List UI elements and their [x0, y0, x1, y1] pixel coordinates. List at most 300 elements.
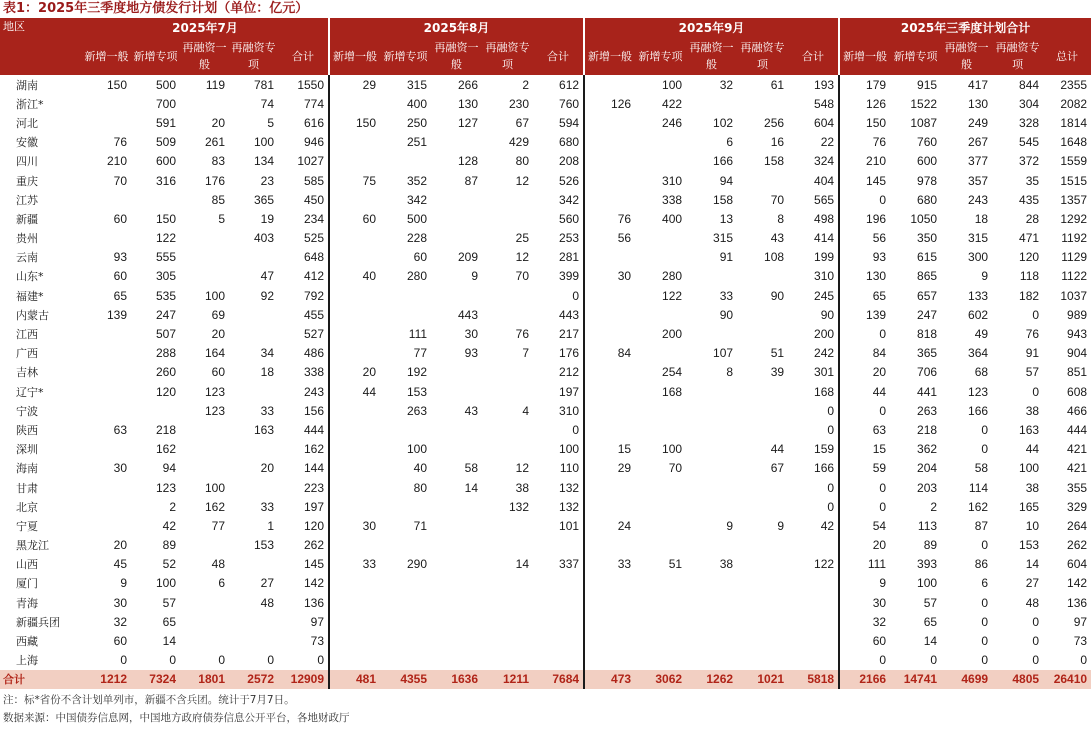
- value-cell: 192: [407, 365, 428, 380]
- value-cell: [229, 440, 278, 459]
- value-cell: [533, 574, 584, 593]
- value-cell: 200: [814, 327, 835, 342]
- value-cell: 100: [662, 442, 683, 457]
- value-cell: 71: [413, 518, 428, 533]
- value-cell: 100: [559, 442, 580, 457]
- value-cell: 3062: [635, 670, 686, 689]
- value-cell: 120: [1019, 250, 1040, 265]
- value-cell: 316: [155, 173, 176, 188]
- value-cell: [180, 229, 229, 248]
- value-cell: 342: [407, 192, 428, 207]
- value-cell: 39: [770, 365, 785, 380]
- value-cell: 197: [559, 384, 580, 399]
- value-cell: 163: [1019, 422, 1040, 437]
- value-cell: 70: [113, 173, 127, 188]
- region-cell: 安徽: [16, 136, 38, 150]
- value-cell: [686, 459, 737, 478]
- value-cell: [686, 536, 737, 555]
- value-cell: 14: [1025, 557, 1040, 572]
- value-cell: 760: [559, 96, 580, 111]
- value-cell: [329, 152, 380, 171]
- value-cell: [380, 651, 431, 670]
- value-cell: 680: [917, 192, 938, 207]
- value-cell: 5818: [788, 670, 839, 689]
- value-cell: 247: [155, 307, 176, 322]
- value-cell: [686, 401, 737, 420]
- value-cell: [82, 478, 131, 497]
- value-cell: 290: [407, 557, 428, 572]
- value-cell: 29: [329, 75, 380, 94]
- value-cell: 110: [559, 461, 580, 476]
- value-cell: 14: [464, 480, 479, 495]
- value-cell: 417: [968, 77, 989, 92]
- table-row: [0, 497, 1091, 516]
- value-cell: [329, 229, 380, 248]
- value-cell: 76: [113, 135, 127, 150]
- value-cell: 9: [120, 576, 127, 591]
- value-cell: 404: [814, 173, 835, 188]
- value-cell: 33: [260, 499, 274, 514]
- value-cell: 0: [317, 653, 325, 668]
- value-cell: 429: [509, 135, 530, 150]
- value-cell: 0: [1032, 653, 1040, 668]
- value-cell: 65: [839, 286, 890, 305]
- value-cell: 25: [515, 231, 530, 246]
- value-cell: 77: [211, 518, 225, 533]
- value-cell: 310: [559, 403, 580, 418]
- value-cell: 44: [839, 382, 890, 401]
- value-cell: 266: [458, 77, 479, 92]
- column-header: 总计: [1043, 37, 1091, 75]
- table-row: [0, 94, 1091, 113]
- value-cell: [737, 497, 788, 516]
- value-cell: 399: [559, 269, 580, 284]
- value-cell: 44: [329, 382, 380, 401]
- value-cell: 60: [113, 634, 127, 649]
- value-cell: [131, 401, 180, 420]
- value-cell: 108: [764, 250, 785, 265]
- value-cell: 0: [981, 614, 989, 629]
- value-cell: 9: [777, 518, 785, 533]
- value-cell: 223: [304, 480, 325, 495]
- value-cell: 150: [329, 113, 380, 132]
- value-cell: [380, 574, 431, 593]
- value-cell: 89: [923, 538, 938, 553]
- value-cell: 6: [726, 135, 734, 150]
- value-cell: 122: [155, 231, 176, 246]
- value-cell: 122: [662, 288, 683, 303]
- value-cell: 176: [559, 346, 580, 361]
- value-cell: [380, 286, 431, 305]
- value-cell: 545: [1019, 135, 1040, 150]
- value-cell: 28: [1025, 211, 1040, 226]
- value-cell: 166: [968, 403, 989, 418]
- value-cell: 1648: [1060, 135, 1088, 150]
- value-cell: 301: [814, 365, 835, 380]
- value-cell: 16: [770, 135, 785, 150]
- value-cell: 132: [559, 480, 580, 495]
- value-cell: 337: [559, 557, 580, 572]
- column-header: 再融资一般: [941, 37, 992, 75]
- table-row: [0, 190, 1091, 209]
- value-cell: 130: [968, 96, 989, 111]
- value-cell: 43: [464, 403, 479, 418]
- region-cell: 陕西: [16, 423, 38, 437]
- value-cell: [686, 324, 737, 343]
- value-cell: 90: [820, 307, 835, 322]
- value-cell: [635, 631, 686, 650]
- region-cell: 北京: [16, 500, 38, 514]
- value-cell: 203: [917, 480, 938, 495]
- value-cell: [635, 229, 686, 248]
- value-cell: [737, 631, 788, 650]
- value-cell: [229, 631, 278, 650]
- value-cell: [737, 536, 788, 555]
- value-cell: [686, 651, 737, 670]
- value-cell: [533, 593, 584, 612]
- value-cell: 328: [1019, 115, 1040, 130]
- value-cell: 153: [407, 384, 428, 399]
- value-cell: 706: [917, 365, 938, 380]
- value-cell: [180, 248, 229, 267]
- value-cell: 264: [1067, 518, 1088, 533]
- value-cell: [788, 574, 839, 593]
- value-cell: 58: [974, 461, 989, 476]
- value-cell: 324: [814, 154, 835, 169]
- value-cell: 0: [169, 653, 176, 668]
- value-cell: 600: [917, 154, 938, 169]
- value-cell: 0: [981, 538, 989, 553]
- value-cell: [686, 593, 737, 612]
- value-cell: [431, 440, 482, 459]
- value-cell: 15: [839, 440, 890, 459]
- value-cell: 93: [839, 248, 890, 267]
- value-cell: 9: [471, 269, 479, 284]
- value-cell: 30: [113, 595, 127, 610]
- value-cell: 422: [662, 96, 683, 111]
- region-cell: 青海: [16, 596, 38, 610]
- value-cell: 100: [253, 135, 274, 150]
- value-cell: 86: [974, 557, 989, 572]
- value-cell: [635, 420, 686, 439]
- value-cell: 9: [726, 518, 734, 533]
- value-cell: [431, 209, 482, 228]
- total-row: [0, 670, 1091, 689]
- value-cell: [533, 651, 584, 670]
- value-cell: [584, 536, 635, 555]
- value-cell: 35: [1025, 173, 1040, 188]
- value-cell: 33: [329, 555, 380, 574]
- table-row: [0, 75, 1091, 94]
- value-cell: 0: [1032, 384, 1040, 399]
- value-cell: [431, 516, 482, 535]
- value-cell: [229, 305, 278, 324]
- value-cell: [482, 382, 533, 401]
- value-cell: 18: [974, 211, 989, 226]
- value-cell: 585: [304, 173, 325, 188]
- value-cell: [431, 420, 482, 439]
- value-cell: 2166: [839, 670, 890, 689]
- value-cell: [584, 401, 635, 420]
- value-cell: 52: [162, 557, 176, 572]
- value-cell: 26410: [1043, 670, 1091, 689]
- value-cell: 34: [260, 346, 274, 361]
- value-cell: 218: [155, 422, 176, 437]
- value-cell: 245: [814, 288, 835, 303]
- value-cell: 84: [584, 344, 635, 363]
- value-cell: 93: [464, 346, 479, 361]
- value-cell: [686, 382, 737, 401]
- value-cell: 1212: [82, 670, 131, 689]
- value-cell: 196: [839, 209, 890, 228]
- value-cell: [482, 305, 533, 324]
- value-cell: 164: [204, 346, 225, 361]
- value-cell: [737, 382, 788, 401]
- value-cell: [482, 536, 533, 555]
- value-cell: 403: [253, 231, 274, 246]
- value-cell: 76: [515, 327, 530, 342]
- column-header: 合计: [278, 37, 329, 75]
- value-cell: 162: [204, 499, 225, 514]
- table-row: [0, 344, 1091, 363]
- value-cell: [686, 94, 737, 113]
- value-cell: [329, 478, 380, 497]
- value-cell: 30: [113, 461, 127, 476]
- value-cell: [329, 459, 380, 478]
- region-cell: 甘肃: [16, 481, 38, 495]
- value-cell: [635, 593, 686, 612]
- value-cell: [431, 286, 482, 305]
- value-cell: [82, 344, 131, 363]
- value-cell: 604: [1067, 557, 1088, 572]
- value-cell: 0: [267, 653, 274, 668]
- value-cell: 48: [260, 595, 274, 610]
- value-cell: [737, 171, 788, 190]
- value-cell: 466: [1067, 403, 1088, 418]
- value-cell: 1027: [297, 154, 325, 169]
- value-cell: 56: [839, 229, 890, 248]
- value-cell: 904: [1067, 346, 1088, 361]
- value-cell: [431, 190, 482, 209]
- value-cell: 946: [304, 135, 325, 150]
- value-cell: [82, 497, 131, 516]
- value-cell: 20: [839, 536, 890, 555]
- value-cell: [431, 612, 482, 631]
- value-cell: 444: [304, 422, 325, 437]
- value-cell: [737, 94, 788, 113]
- value-cell: [482, 420, 533, 439]
- value-cell: [431, 133, 482, 152]
- value-cell: 608: [1067, 384, 1088, 399]
- column-header: 再融资一般: [431, 37, 482, 75]
- value-cell: [180, 94, 229, 113]
- value-cell: 87: [464, 173, 479, 188]
- value-cell: [329, 94, 380, 113]
- value-cell: 59: [839, 459, 890, 478]
- value-cell: 0: [827, 422, 835, 437]
- value-cell: [737, 305, 788, 324]
- value-cell: 130: [458, 96, 479, 111]
- value-cell: 176: [204, 173, 225, 188]
- table-row: [0, 324, 1091, 343]
- value-cell: 49: [974, 327, 989, 342]
- value-cell: 455: [304, 307, 325, 322]
- value-cell: 0: [930, 653, 938, 668]
- value-cell: 8: [777, 211, 785, 226]
- value-cell: 247: [917, 307, 938, 322]
- value-cell: [329, 401, 380, 420]
- value-cell: [584, 382, 635, 401]
- value-cell: 18: [260, 365, 274, 380]
- value-cell: 0: [981, 422, 989, 437]
- value-cell: [635, 516, 686, 535]
- value-cell: 100: [917, 576, 938, 591]
- value-cell: [180, 267, 229, 286]
- table-row: [0, 516, 1091, 535]
- value-cell: 153: [253, 538, 274, 553]
- value-cell: 441: [917, 384, 938, 399]
- value-cell: [380, 420, 431, 439]
- value-cell: 8: [726, 365, 734, 380]
- value-cell: [329, 305, 380, 324]
- value-cell: [686, 478, 737, 497]
- bond-issuance-table: [0, 18, 1091, 689]
- value-cell: 12: [515, 461, 530, 476]
- value-cell: 527: [304, 327, 325, 342]
- region-cell: 合计: [0, 670, 82, 689]
- value-cell: 32: [839, 612, 890, 631]
- region-cell: 云南: [16, 251, 38, 265]
- value-cell: 60: [329, 209, 380, 228]
- value-cell: 29: [584, 459, 635, 478]
- value-cell: [584, 363, 635, 382]
- region-cell: 上海: [16, 654, 38, 668]
- value-cell: 168: [662, 384, 683, 399]
- value-cell: 260: [155, 365, 176, 380]
- value-cell: 134: [253, 154, 274, 169]
- value-cell: 304: [1019, 96, 1040, 111]
- value-cell: 122: [814, 557, 835, 572]
- value-cell: [482, 286, 533, 305]
- value-cell: 254: [662, 365, 683, 380]
- value-cell: 144: [304, 461, 325, 476]
- table-row: [0, 593, 1091, 612]
- value-cell: 1292: [1060, 211, 1088, 226]
- value-cell: [686, 497, 737, 516]
- value-cell: 342: [559, 192, 580, 207]
- value-cell: 251: [407, 135, 428, 150]
- value-cell: 0: [839, 401, 890, 420]
- group-header-july: 2025年7月: [82, 18, 329, 37]
- value-cell: 4: [522, 403, 530, 418]
- value-cell: 989: [1067, 307, 1088, 322]
- value-cell: 123: [204, 384, 225, 399]
- value-cell: [329, 248, 380, 267]
- group-header-q3-total: 2025年三季度计划合计: [839, 18, 1091, 37]
- value-cell: 20: [211, 327, 225, 342]
- value-cell: 102: [713, 115, 734, 130]
- value-cell: 450: [304, 192, 325, 207]
- value-cell: [329, 612, 380, 631]
- value-cell: [482, 574, 533, 593]
- value-cell: 24: [584, 516, 635, 535]
- footnote: 注：标*省份不含计划单列市，新疆不含兵团。统计于7月7日。: [3, 693, 295, 706]
- value-cell: 159: [814, 442, 835, 457]
- value-cell: 0: [839, 190, 890, 209]
- column-header: 新增一般: [82, 37, 131, 75]
- value-cell: [431, 593, 482, 612]
- value-cell: [737, 593, 788, 612]
- value-cell: 0: [981, 442, 989, 457]
- value-cell: 38: [1025, 480, 1040, 495]
- value-cell: 130: [839, 267, 890, 286]
- value-cell: 118: [1019, 269, 1040, 284]
- value-cell: 30: [839, 593, 890, 612]
- value-cell: 32: [719, 77, 734, 92]
- value-cell: 57: [1025, 365, 1040, 380]
- value-cell: 90: [770, 288, 785, 303]
- value-cell: 565: [814, 192, 835, 207]
- value-cell: [635, 152, 686, 171]
- value-cell: 0: [839, 651, 890, 670]
- value-cell: 2: [169, 499, 176, 514]
- value-cell: [584, 75, 635, 94]
- value-cell: [686, 267, 737, 286]
- value-cell: 54: [839, 516, 890, 535]
- value-cell: 500: [155, 77, 176, 92]
- value-cell: 150: [106, 77, 127, 92]
- region-cell: 山东*: [16, 270, 44, 284]
- value-cell: 7684: [533, 670, 584, 689]
- value-cell: 526: [559, 173, 580, 188]
- value-cell: 243: [968, 192, 989, 207]
- value-cell: 352: [407, 173, 428, 188]
- value-cell: 250: [407, 115, 428, 130]
- value-cell: 781: [253, 77, 274, 92]
- value-cell: 2355: [1060, 77, 1088, 92]
- value-cell: 97: [1073, 614, 1088, 629]
- value-cell: 310: [814, 269, 835, 284]
- value-cell: 1636: [431, 670, 482, 689]
- value-cell: 168: [814, 384, 835, 399]
- value-cell: 350: [917, 231, 938, 246]
- value-cell: 42: [162, 518, 176, 533]
- value-cell: [584, 152, 635, 171]
- value-cell: [482, 363, 533, 382]
- value-cell: 2: [930, 499, 938, 514]
- value-cell: 1801: [180, 670, 229, 689]
- value-cell: 70: [770, 192, 785, 207]
- value-cell: 548: [814, 96, 835, 111]
- value-cell: [431, 574, 482, 593]
- value-cell: 60: [113, 269, 127, 284]
- region-cell: 山西: [16, 558, 38, 572]
- value-cell: 253: [559, 231, 580, 246]
- value-cell: 486: [304, 346, 325, 361]
- value-cell: 70: [515, 269, 530, 284]
- value-cell: 27: [1025, 576, 1040, 591]
- value-cell: 132: [559, 499, 580, 514]
- value-cell: 365: [917, 346, 938, 361]
- value-cell: 560: [559, 211, 580, 226]
- value-cell: 1: [267, 518, 274, 533]
- value-cell: [431, 382, 482, 401]
- value-cell: 280: [407, 269, 428, 284]
- source-note: 数据来源：中国债券信息网，中国地方政府债券信息公开平台，各地财政厅: [3, 711, 350, 724]
- value-cell: 281: [559, 250, 580, 265]
- value-cell: 69: [211, 307, 225, 322]
- value-cell: [482, 209, 533, 228]
